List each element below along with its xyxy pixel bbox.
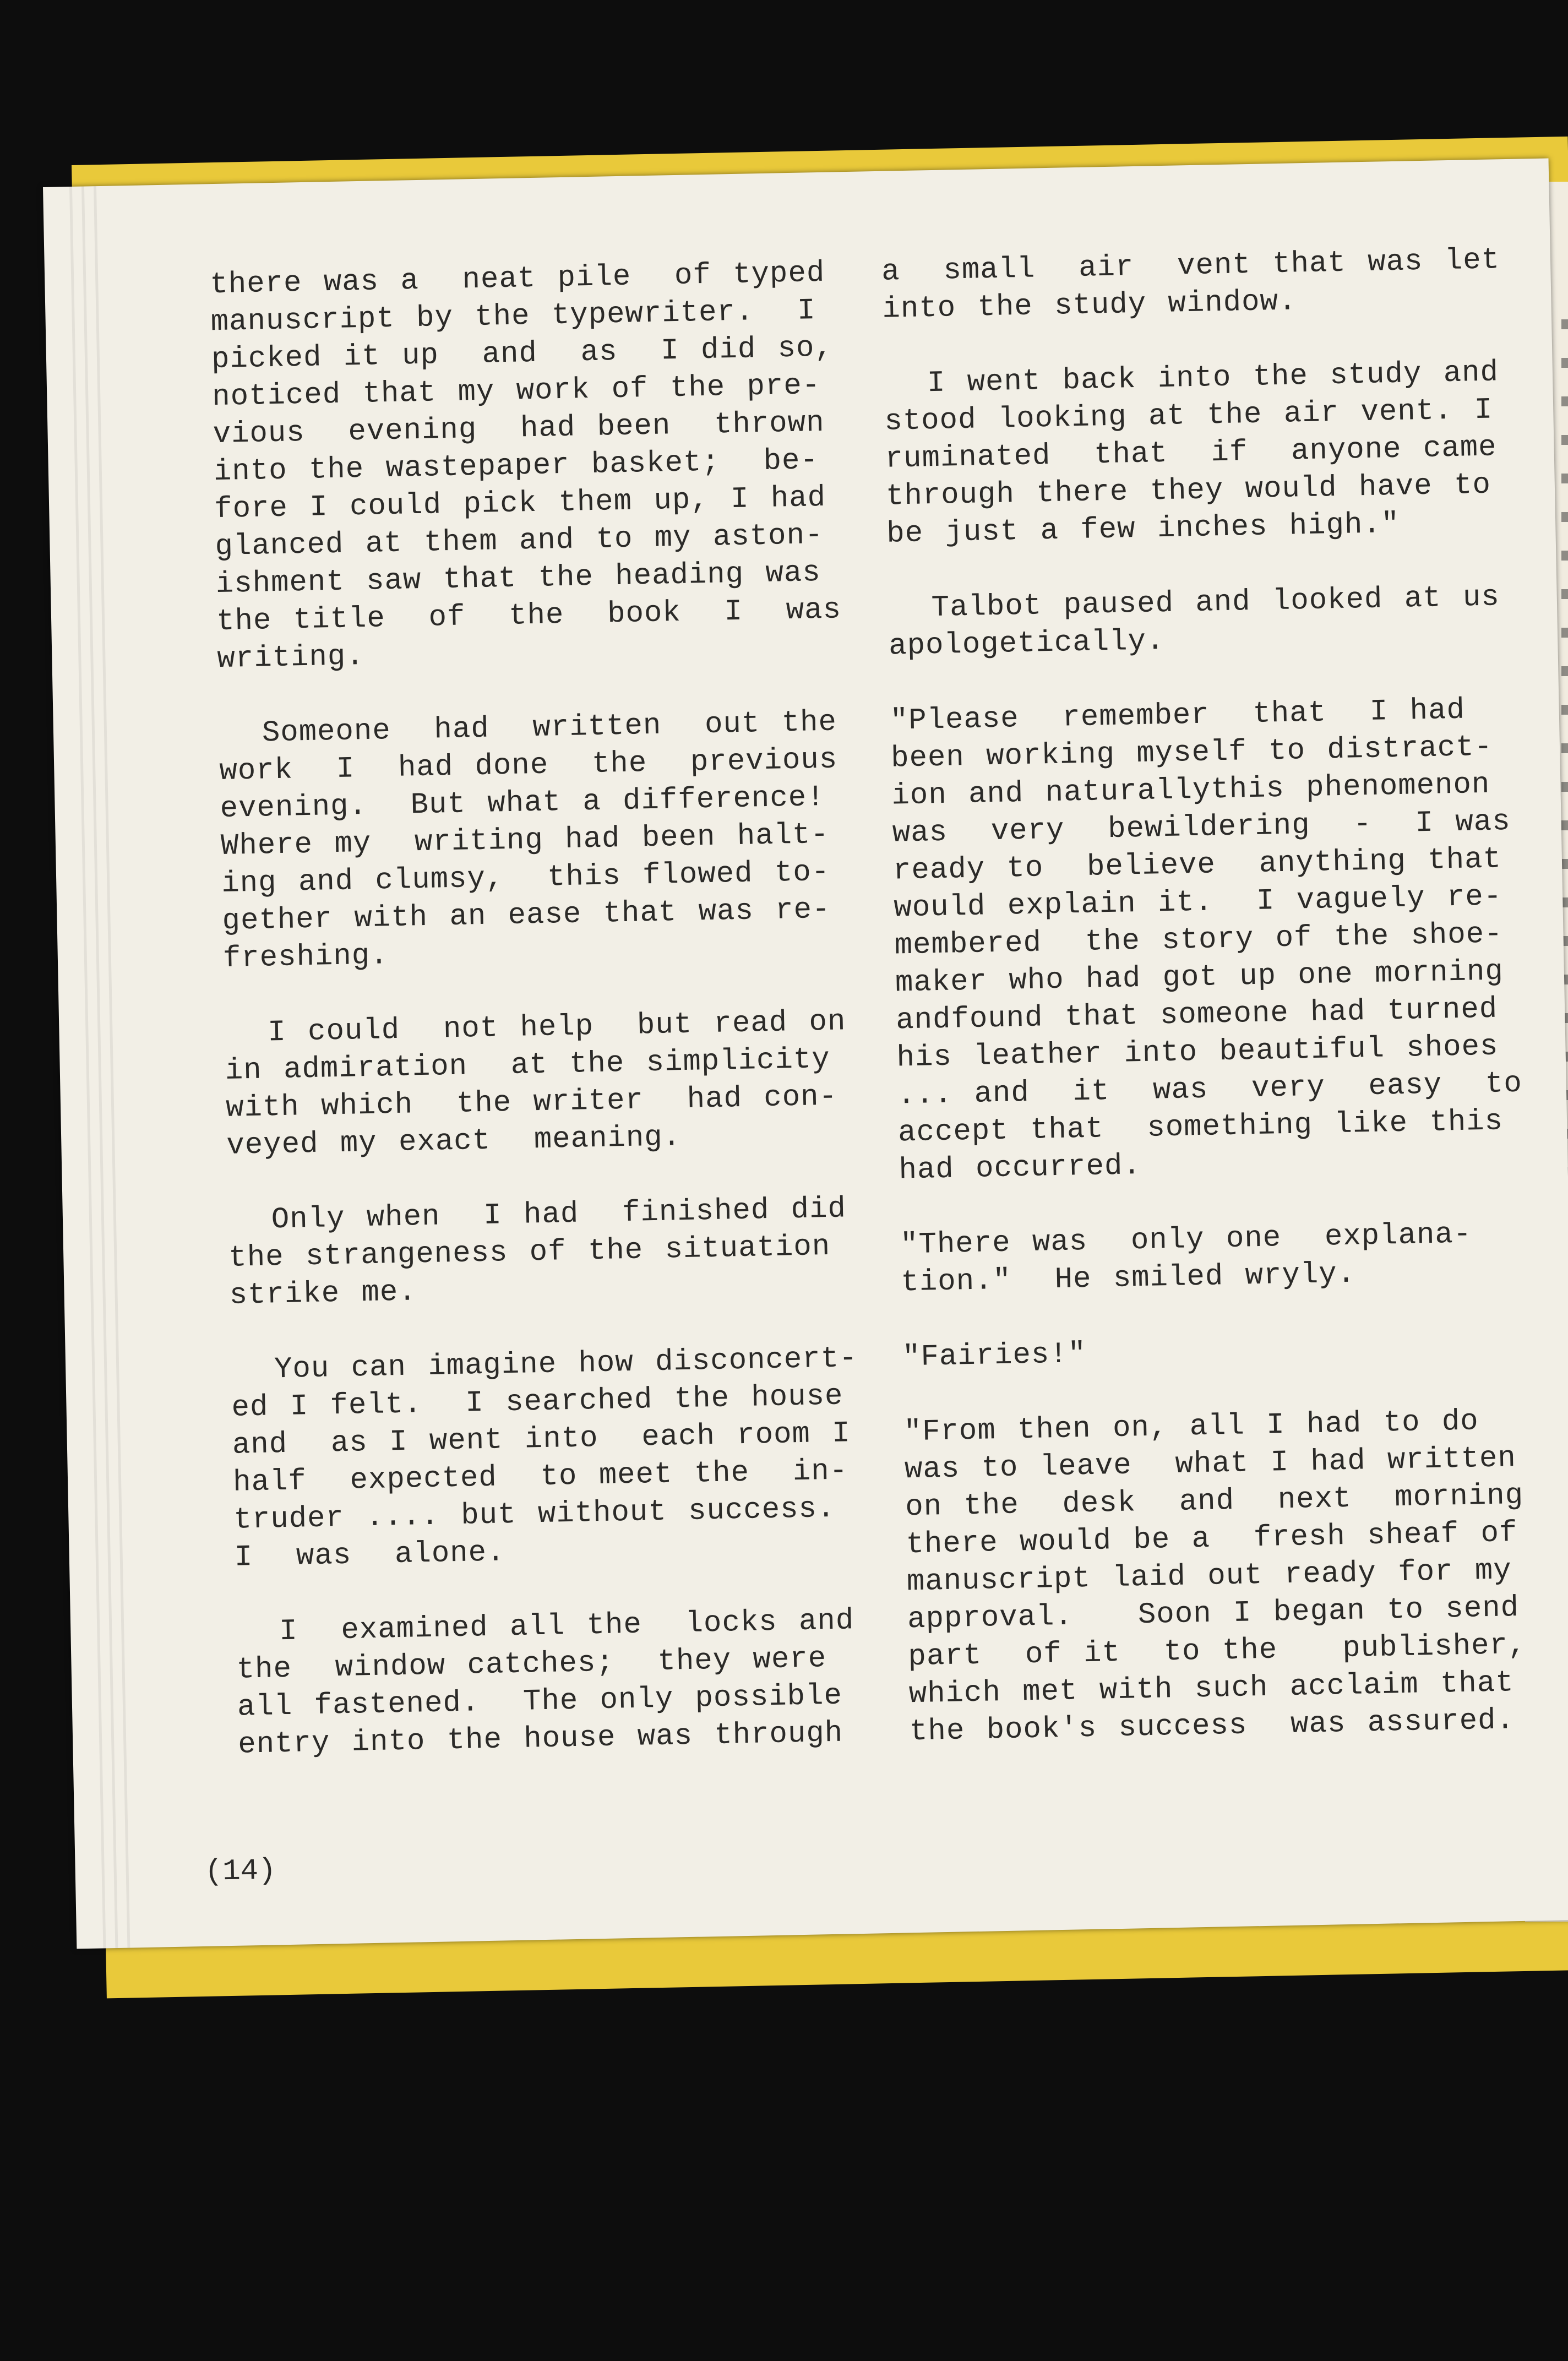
paragraph: I examined all the locks and the window catches; they were all fastened. The only possible entry into the house was through [235, 1604, 854, 1762]
paragraph: there was a neat pile of typed manuscript by the typewriter. I picked it up and as I did so, noticed that my work of the pre- vious evening had been thrown into the wastepaper basket; be- fore I could pick them up, I had glanced at them and to my aston- ishment saw that the heading was the title of the book I was writing. [209, 256, 842, 677]
paragraph: I could not help but read on in admiration at the simplicity with which the writer had con- veyed my exact meaning. [224, 1005, 846, 1163]
paragraph: Someone had written out the work I had done the previous evening. But what a difference! Where my writing had been halt- ing and clumsy, this flowed to- gether with an ease that was re- freshing. [218, 705, 838, 976]
paragraph: Only when I had finished did the strangeness of the situation strike me. [227, 1192, 847, 1313]
right-text-column [881, 242, 1538, 1788]
paragraph: "There was only one explana- tion." He smiled wryly. [900, 1217, 1472, 1300]
left-text-column [210, 254, 867, 1801]
paragraph: I went back into the study and stood looking at the air vent. I ruminated that if anyone came through there they would have to be just a few inches high." [883, 356, 1499, 551]
book-page [43, 158, 1568, 1949]
paragraph: You can imagine how disconcert- ed I felt. I searched the house and as I went into each room I half expected to meet the in- truder .... but without success. I was alone. [230, 1341, 858, 1575]
page-number: (14) [204, 1854, 276, 1889]
paragraph: Talbot paused and looked at us apologetically. [888, 580, 1500, 663]
paragraph: a small air vent that was let into the study window. [881, 243, 1500, 327]
paragraph: "Please remember that I had been working myself to distract- ion and naturallythis phenomenon was very bewildering - I was ready to believe anything that would explain it. I vaguely re- membered the story of the shoe- maker who had got up one morning andfound that someone had turned his leather into beautiful shoes ... and it was very easy to accept that something like this had occurred. [890, 693, 1523, 1188]
paragraph: "From then on, all I had to do was to leave what I had written on the desk and next morning there would be a fresh sheaf of manuscript laid out ready for my approval. Soon I began to send part of it to the publisher, which met with such acclaim that the book's success was assured. [903, 1405, 1527, 1749]
paragraph: "Fairies!" [902, 1337, 1087, 1375]
